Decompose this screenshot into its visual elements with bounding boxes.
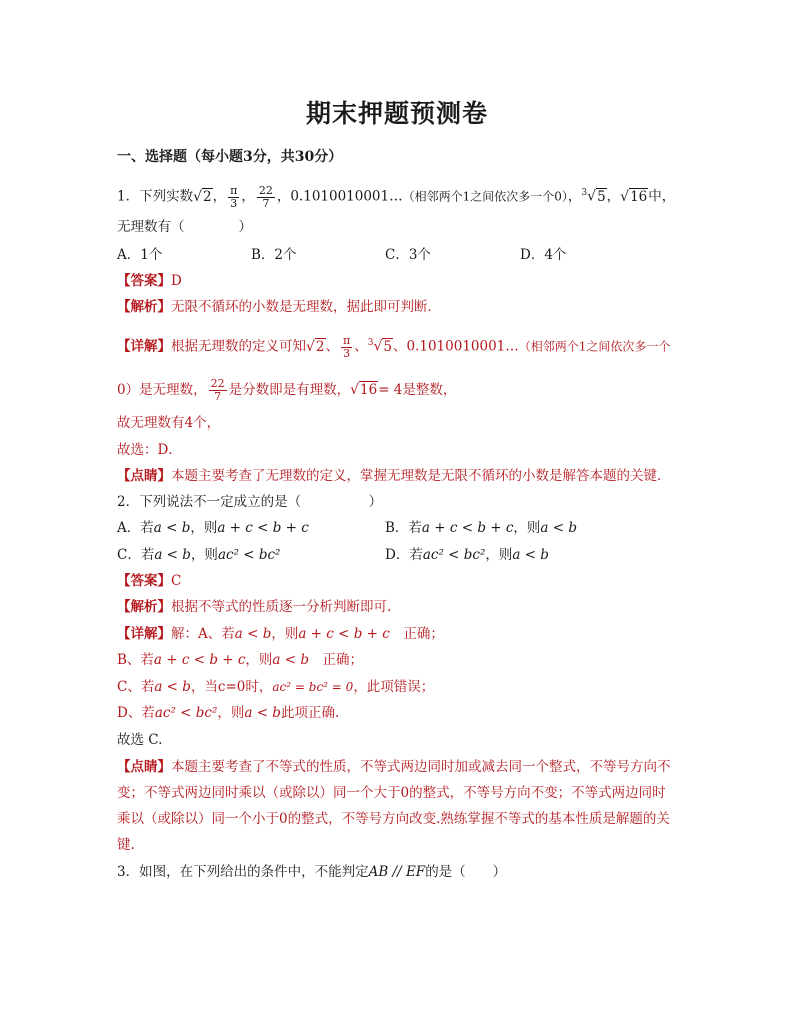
q2-choose: 故选 C. bbox=[117, 732, 163, 748]
q1-stem: 1．下列实数√2， $\frac{\pi}{3}$ ， $\frac{22}{7}$ ，0.1010010001…（相邻两个1之间依次多一个0），$^3$√5，√16中， bbox=[117, 183, 676, 210]
q1-analysis: 【解析】无限不循环的小数是无理数，据此即可判断． bbox=[117, 299, 441, 315]
q2-answer: 【答案】C bbox=[117, 573, 182, 589]
q1-detail: 【详解】根据无理数的定义可知√2、 $\frac{\pi}{3}$ 、$^3$√5、0.1010010001…（相邻两个1之间依次多一个 bbox=[117, 333, 671, 360]
q1-detail-line3: 故无理数有4个， bbox=[117, 415, 221, 431]
sqrt-16: √16 bbox=[620, 188, 648, 205]
q2-stem: 2．下列说法不一定成立的是（ ） bbox=[117, 494, 383, 510]
q3-stem: 3．如图，在下列给出的条件中，不能判定AB // EF的是（ ） bbox=[117, 864, 507, 880]
q2-comment-line4: 键. bbox=[117, 837, 135, 853]
q1-choose: 故选：D． bbox=[117, 442, 182, 458]
q1-detail-line2: 0）是无理数， $\frac{22}{7}$ 是分数即是有理数，√16= 4是整数， bbox=[117, 377, 457, 403]
q2-option-d: D．若ac² < bc²，则a < b bbox=[385, 547, 549, 563]
q2-option-c: C．若a < b，则ac² < bc² bbox=[117, 547, 281, 563]
section-heading: 一、选择题（每小题3分，共30分） bbox=[117, 149, 343, 165]
q1-option-c: C．3个 bbox=[385, 247, 431, 263]
q2-comment: 【点睛】本题主要考查了不等式的性质，不等式两边同时加或减去同一个整式，不等号方向不 bbox=[117, 759, 671, 775]
q1-answer: 【答案】D bbox=[117, 273, 182, 289]
q1-option-b: B．2个 bbox=[251, 247, 297, 263]
fraction-22-7: $\frac{22}{7}$ bbox=[258, 183, 273, 210]
q1-stem-line2: 无理数有（ ） bbox=[117, 219, 252, 235]
fraction-pi-3: $\frac{\pi}{3}$ bbox=[230, 183, 238, 210]
q2-option-b: B．若a + c < b + c，则a < b bbox=[385, 520, 578, 536]
q2-comment-line2: 变；不等式两边同时乘以（或除以）同一个大于0的整式，不等号方向不变；不等式两边同时 bbox=[117, 785, 666, 801]
cbrt-5: $^3$√5 bbox=[581, 188, 606, 205]
page-title: 期末押题预测卷 bbox=[305, 99, 488, 128]
q2-detail-d: D、若ac² < bc²，则a < b此项正确. bbox=[117, 705, 340, 721]
q1-option-d: D．4个 bbox=[520, 247, 567, 263]
q2-option-a: A．若a < b，则a + c < b + c bbox=[117, 520, 309, 536]
sqrt-2: √2 bbox=[193, 188, 212, 205]
q2-detail-b: B、若a + c < b + c，则a < b 正确； bbox=[117, 652, 364, 668]
q2-detail-c: C、若a < b，当c=0时，ac² = bc² = 0，此项错误； bbox=[117, 679, 435, 695]
q2-analysis: 【解析】根据不等式的性质逐一分析判断即可. bbox=[117, 599, 392, 615]
q1-comment: 【点睛】本题主要考查了无理数的定义，掌握无理数是无限不循环的小数是解答本题的关键． bbox=[117, 468, 671, 484]
q1-option-a: A．1个 bbox=[117, 247, 163, 263]
q2-detail-a: 【详解】解：A、若a < b，则a + c < b + c 正确； bbox=[117, 626, 444, 642]
q2-comment-line3: 乘以（或除以）同一个小于0的整式，不等号方向改变.熟练掌握不等式的基本性质是解题的关 bbox=[117, 811, 670, 827]
